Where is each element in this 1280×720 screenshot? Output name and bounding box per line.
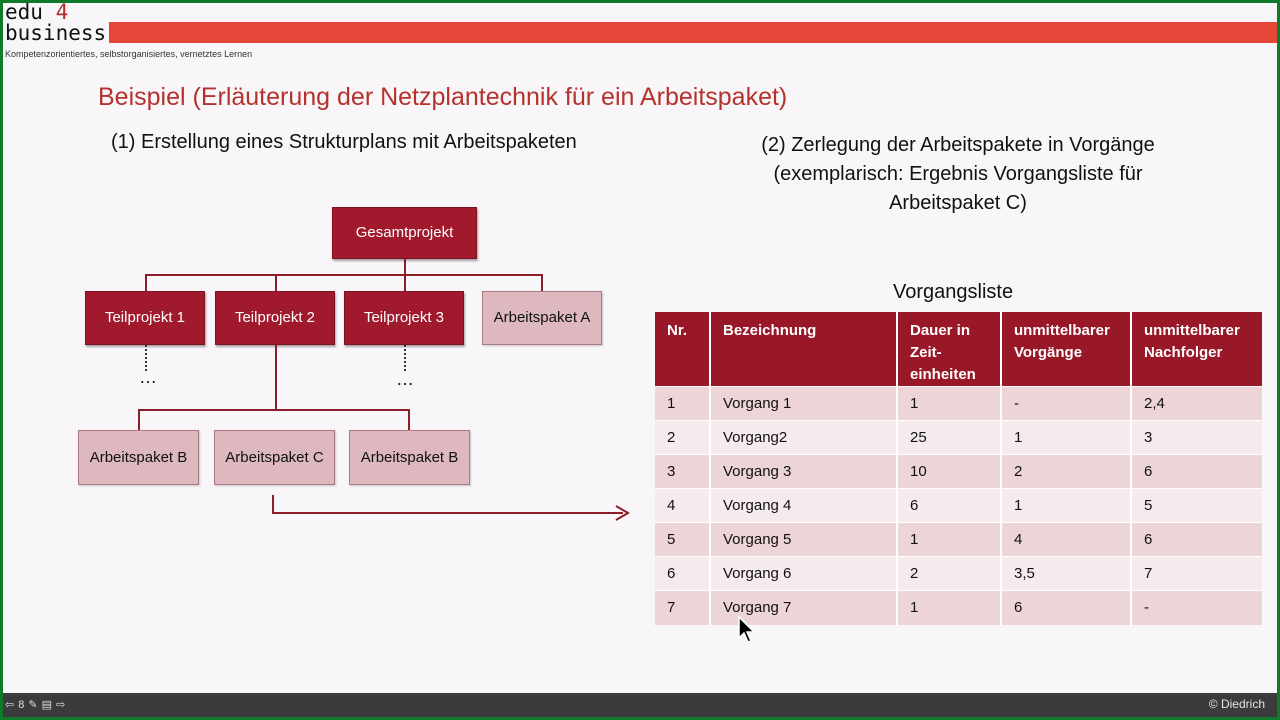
table-cell: Vorgang 4 [710, 489, 897, 523]
table-cell: 1 [1001, 489, 1131, 523]
table-cell: Vorgang 3 [710, 455, 897, 489]
table-cell: 1 [655, 387, 710, 421]
connector [404, 259, 406, 275]
column-header: unmittelbarer Nachfolger [1131, 312, 1262, 387]
node-arbeitspaket-a: Arbeitspaket A [482, 291, 602, 345]
node-arbeitspaket-b: Arbeitspaket B [349, 430, 470, 485]
table-cell: 4 [655, 489, 710, 523]
table-row [655, 557, 1262, 591]
slide [3, 3, 1277, 717]
table-cell: 1 [897, 523, 1001, 557]
table-cell: Vorgang 1 [710, 387, 897, 421]
table-cell: - [1001, 387, 1131, 421]
table-cell: 5 [655, 523, 710, 557]
column-header: unmittelbarer Vorgänge [1001, 312, 1131, 387]
previous-icon[interactable]: ⇦ [5, 699, 15, 711]
bottom-bar [3, 693, 1277, 717]
pen-icon[interactable]: ✎ [28, 699, 38, 711]
table-title: Vorgangsliste [893, 281, 1014, 303]
table-cell: 2 [655, 421, 710, 455]
logo-text-business: business [5, 21, 107, 45]
connector [145, 274, 147, 291]
connector [138, 409, 410, 411]
connector [541, 274, 543, 291]
copyright: © Diedrich [1208, 697, 1265, 711]
table-cell: 6 [1131, 523, 1262, 557]
table-cell: Vorgang2 [710, 421, 897, 455]
connector [145, 274, 543, 276]
node-arbeitspaket-c: Arbeitspaket C [214, 430, 335, 485]
table-cell: 25 [897, 421, 1001, 455]
column-header: Nr. [655, 312, 710, 387]
table-cell: 3,5 [1001, 557, 1131, 591]
table-cell: 7 [1131, 557, 1262, 591]
table-cell: Vorgang 5 [710, 523, 897, 557]
table-cell: 6 [1001, 591, 1131, 625]
node-teilprojekt-1: Teilprojekt 1 [85, 291, 205, 345]
header-bar [109, 22, 1277, 43]
table-cell: 4 [1001, 523, 1131, 557]
connector [275, 345, 277, 411]
page-number: 8 [18, 698, 25, 711]
table-row [655, 489, 1262, 523]
table-cell: 1 [897, 591, 1001, 625]
node-teilprojekt-3: Teilprojekt 3 [344, 291, 464, 345]
table-row [655, 523, 1262, 557]
logo-text-edu: edu [5, 3, 56, 24]
table-header-row [655, 312, 1262, 387]
logo-text-4: 4 [55, 3, 69, 24]
table-cell: 5 [1131, 489, 1262, 523]
table-cell: 1 [897, 387, 1001, 421]
table-row [655, 421, 1262, 455]
tagline: Kompetenzorientiertes, selbstorganisiertes, vernetztes Lernen [5, 49, 253, 59]
table-cell: Vorgang 7 [710, 591, 897, 625]
vorgangsliste-table [655, 312, 1262, 625]
table-cell: 3 [1131, 421, 1262, 455]
column-header: Bezeichnung [710, 312, 897, 387]
column-header: Dauer in Zeit-einheiten [897, 312, 1001, 387]
table-cell: - [1131, 591, 1262, 625]
table-row [655, 455, 1262, 489]
logo [5, 3, 68, 23]
slide-navigation [5, 698, 65, 711]
table-cell: 6 [1131, 455, 1262, 489]
table-cell: 2 [1001, 455, 1131, 489]
table-cell: 10 [897, 455, 1001, 489]
connector [138, 409, 140, 430]
dotted-connector [404, 345, 406, 371]
table-cell: Vorgang 6 [710, 557, 897, 591]
next-icon[interactable]: ⇨ [55, 699, 66, 711]
table-cell: 6 [897, 489, 1001, 523]
table-row [655, 387, 1262, 421]
connector [408, 409, 410, 430]
subtitle-left: (1) Erstellung eines Strukturplans mit Arbeitspaketen [111, 131, 577, 153]
ellipsis: … [139, 367, 157, 387]
menu-icon[interactable]: ▤ [41, 699, 52, 711]
ellipsis: … [396, 369, 414, 389]
table-cell: 6 [655, 557, 710, 591]
table-cell: 2 [897, 557, 1001, 591]
connector [404, 274, 406, 291]
table-cell: 2,4 [1131, 387, 1262, 421]
table-cell: 1 [1001, 421, 1131, 455]
arrow-to-vorgangsliste [268, 493, 638, 523]
table-cell: 7 [655, 591, 710, 625]
mouse-cursor-icon [737, 615, 759, 645]
node-teilprojekt-2: Teilprojekt 2 [215, 291, 335, 345]
slide-title: Beispiel (Erläuterung der Netzplantechnik für ein Arbeitspaket) [98, 83, 788, 111]
node-gesamtprojekt: Gesamtprojekt [332, 207, 477, 259]
node-arbeitspaket-b: Arbeitspaket B [78, 430, 199, 485]
table-cell: 3 [655, 455, 710, 489]
connector [275, 274, 277, 291]
subtitle-right: (2) Zerlegung der Arbeitspakete in Vorgänge (exemplarisch: Ergebnis Vorgangsliste für Arbeitspaket C) [761, 134, 1155, 214]
